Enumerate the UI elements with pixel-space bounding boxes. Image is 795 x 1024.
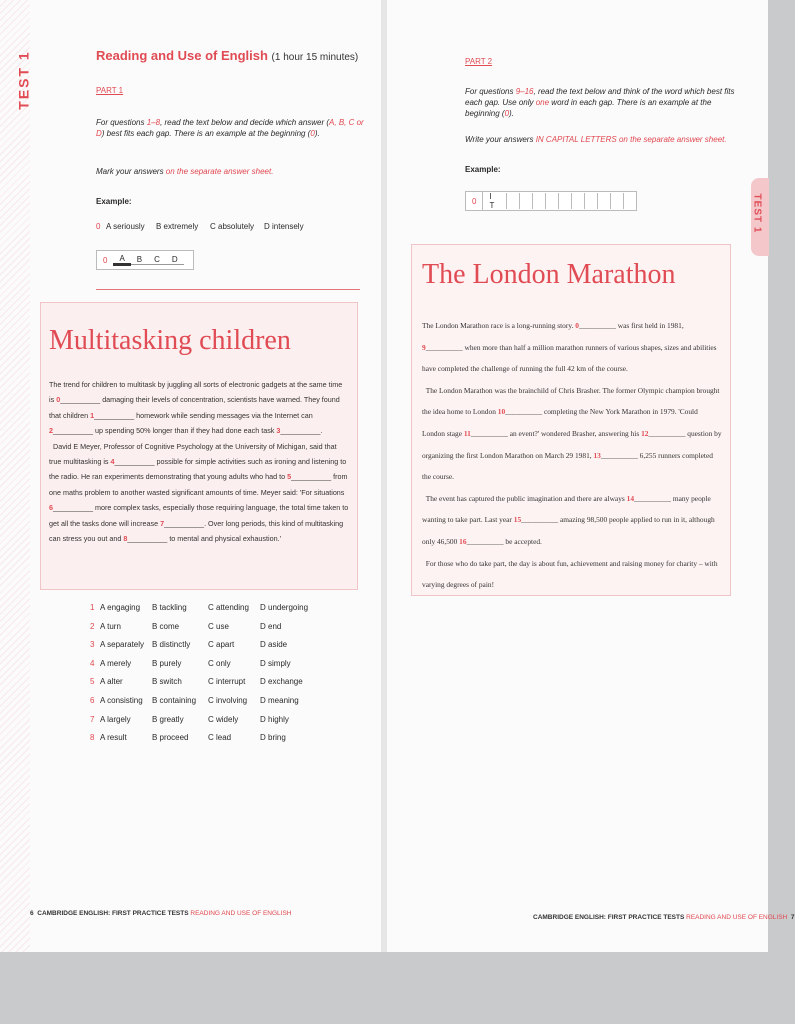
part-label: PART 1 — [96, 86, 124, 95]
instr-text: For questions — [96, 118, 147, 127]
instr-range: 9–16 — [515, 87, 534, 96]
left-margin-strip — [0, 0, 30, 952]
mark-text: Mark your answers — [96, 167, 166, 176]
write-text: Write your answers — [465, 135, 536, 144]
example-c: C absolutely — [210, 222, 255, 231]
option-a: A largely — [100, 714, 131, 724]
example-box-d: D — [166, 255, 184, 265]
side-tab-label: TEST 1 — [751, 193, 763, 234]
option-a: A engaging — [100, 603, 141, 612]
answer-cell — [623, 193, 636, 209]
example-options — [96, 221, 304, 232]
right-footer — [533, 914, 795, 921]
mark-red: on the separate answer sheet. — [165, 167, 274, 176]
gap-number: 12 — [641, 428, 649, 438]
option-number: 6 — [90, 695, 95, 705]
option-d: D highly — [260, 714, 289, 724]
test-side-tab — [751, 178, 769, 256]
option-b: B greatly — [152, 714, 184, 724]
instr-text: , read the text below and think of the word which best fits each gap. Use only — [465, 87, 735, 107]
option-a: A alter — [100, 677, 123, 687]
option-number: 5 — [90, 677, 95, 687]
part2-instructions — [465, 86, 735, 119]
gap-number: 5 — [287, 472, 292, 482]
passage-span: David E Meyer, Professor of Cognitive Psychology at the University of Michigan, said that true multitasking is — [49, 441, 337, 467]
mark-instructions — [96, 166, 273, 177]
instr-zero: 0 — [310, 129, 315, 138]
gap-number: 7 — [160, 518, 165, 528]
example-box-a: A — [113, 254, 130, 266]
option-b: B containing — [152, 695, 197, 705]
example-label: Example: — [96, 197, 132, 206]
option-c: C widely — [208, 714, 239, 724]
option-b: B purely — [152, 658, 182, 668]
example-answer-grid — [465, 191, 637, 211]
right-page — [387, 0, 795, 952]
section-title: Reading and Use of English — [96, 48, 268, 63]
example-answer-box — [96, 250, 194, 270]
option-c: C involving — [208, 695, 248, 705]
option-number: 8 — [90, 733, 95, 743]
passage-span: an event?' wondered Brasher, answering his — [509, 428, 640, 438]
option-c: C only — [208, 658, 231, 668]
passage-span: 6,255 runners completed the course. — [422, 450, 713, 482]
gap-number: 13 — [593, 450, 601, 460]
passage-span: The event has captured the public imagination and there are always — [425, 493, 625, 503]
passage-span: . Over long periods, this kind of multitasking can stress you out and — [49, 518, 344, 544]
passage-text: The London Marathon race is a long-running story. 0__________ was first held in 1981, 9__________ when more than half a million marathon runners of various shapes, sizes and abilities have completed the challenge of running the full 42 km of the course. The London Marathon was the brainchild of Chris Brasher. The former Olympic champion brought the idea home to London 10__________ completing the New York Marathon in 1979. 'Could London stage 11__________ an event?' wondered Brasher, answering his 12__________ question by organizing the first London Marathon on March 29 1981, 13__________ 6,255 runners completed the course. The event has captured the public imagination and there are always 14__________ many people wanting to take part. Last year 15__________ amazing 98,500 people applied to run in it, although only 46,500 16__________ be accepted. For those who do take part, the day is about fun, achievement and raising money for charity – with varying degrees of pain! — [422, 321, 722, 590]
passage-span: damaging their levels of concentration, scientists have warned. They found that children — [49, 395, 340, 420]
passage-text: The trend for children to multitask by juggling all sorts of electronic gadgets at the same time is 0__________ damaging their levels of concentration, scientists have warned. They found that children 1__________ homework while sending messages via the Internet can 2__________ up spending 50% longer than if they had done each task 3__________. David E Meyer, Professor of Cognitive Psychology at the University of Michigan, said that true multitasking is 4__________ possible for simple activities such as ironing and listening to the radio. He ran experiments demonstrating that young adults who had to 5__________ from one maths problem to another wasted significant amounts of time. Meyer said: 'For situations 6__________ more complex tasks, especially those requiring language, the total time taken to get all the tasks done will increase 7__________. Over long periods, this kind of multitasking can stress you out and 8__________ to mental and physical exhaustion.' — [49, 380, 349, 544]
gap-number: 11 — [463, 428, 471, 438]
footer-title: CAMBRIDGE ENGLISH: FIRST PRACTICE TESTS — [533, 914, 685, 921]
option-b: B distinctly — [152, 640, 191, 650]
example-box-num: 0 — [103, 255, 108, 265]
example-d: D intensely — [264, 222, 304, 231]
passage-span: homework while sending messages via the Internet can — [136, 410, 313, 420]
section-time: (1 hour 15 minutes) — [271, 52, 359, 63]
example-answer: I T — [482, 192, 506, 210]
gap-number: 9 — [422, 342, 426, 352]
passage-span: from one maths problem to another wasted significant amounts of time. Meyer said: 'For situations — [49, 472, 348, 497]
option-d: D bring — [260, 733, 286, 743]
option-b: B come — [152, 621, 180, 631]
instr-text: ). — [314, 129, 320, 138]
passage-box — [40, 302, 358, 590]
example-b: B extremely — [156, 222, 199, 231]
instr-text: ) best fits each gap. There is an example at the beginning ( — [101, 129, 311, 138]
instr-zero: 0 — [504, 109, 510, 118]
passage-span: possible for simple activities such as ironing and listening to the radio. He ran experiments demonstrating that young adults who had to — [49, 457, 347, 482]
gap-number: 14 — [626, 493, 635, 503]
gap-number: 2 — [49, 426, 53, 436]
gap-number: 1 — [90, 410, 95, 420]
instr-text: , read the text below and decide which answer ( — [160, 118, 330, 127]
gap-number: 8 — [123, 534, 128, 544]
option-c: C apart — [208, 640, 235, 650]
gap-number: 0 — [575, 321, 579, 330]
passage-span: up spending 50% longer than if they had done each task — [94, 426, 275, 436]
passage-span: be accepted. — [505, 536, 542, 546]
example-num: 0 — [96, 222, 101, 231]
passage-title: The London Marathon — [422, 259, 676, 290]
instr-range: 1–8 — [146, 118, 161, 127]
write-red: IN CAPITAL LETTERS on the separate answer sheet. — [535, 135, 727, 144]
example-box-b: B — [131, 255, 148, 265]
option-a: A result — [100, 733, 127, 743]
option-c: C use — [208, 621, 229, 631]
test-side-tab: TEST 1 — [15, 50, 32, 110]
passage-span: many people wanting to take part. Last year — [422, 493, 711, 525]
passage-span: For those who do take part, the day is about fun, achievement and raising money for charity – with varying degrees of pain! — [422, 558, 718, 590]
example-box-c: C — [148, 255, 166, 265]
option-c: C attending — [208, 603, 249, 612]
gap-number: 10 — [497, 407, 506, 417]
option-d: D end — [260, 621, 282, 631]
answer-cell — [558, 193, 571, 209]
option-number: 4 — [90, 658, 95, 668]
gap-number: 3 — [276, 426, 281, 436]
instr-one: one — [535, 98, 550, 107]
example-label: Example: — [465, 165, 501, 174]
gap-number: 6 — [49, 503, 53, 513]
option-number: 2 — [90, 621, 95, 631]
part-label: PART 2 — [465, 57, 493, 66]
option-c: C lead — [208, 733, 232, 743]
part1-instructions — [96, 117, 366, 139]
answer-cell — [545, 193, 558, 209]
passage-span: amazing 98,500 people applied to run in it, although only 46,500 — [422, 515, 715, 546]
option-d: D undergoing — [260, 603, 309, 612]
answer-cell — [571, 193, 584, 209]
answer-cell — [610, 193, 623, 209]
option-a: A turn — [100, 621, 121, 631]
instr-text: ). — [509, 109, 514, 118]
option-b: B proceed — [152, 733, 189, 743]
footer-section: READING AND USE OF ENGLISH — [686, 914, 788, 921]
option-d: D aside — [260, 640, 288, 650]
passage-span: when more than half a million marathon runners of various shapes, sizes and abilities have completed the challenge of running the full 42 km of the course. — [422, 342, 717, 374]
passage-span: more complex tasks, especially those requiring language, the total time taken to get all the tasks done will increase — [49, 503, 349, 528]
footer-page-number: 7 — [790, 914, 795, 921]
answer-cell — [532, 193, 545, 209]
answer-cell — [506, 193, 519, 209]
passage-span: question by organizing the first London Marathon on March 29 1981, — [422, 428, 722, 460]
divider — [96, 289, 360, 290]
passage-span: The London Marathon race is a long-running story. — [422, 321, 574, 330]
answer-cell — [519, 193, 532, 209]
section-heading — [96, 50, 358, 63]
option-d: D meaning — [260, 695, 299, 705]
answer-cell — [597, 193, 610, 209]
option-a: A merely — [100, 658, 132, 668]
option-b: B tackling — [152, 603, 187, 612]
left-footer — [30, 910, 292, 917]
left-page — [0, 0, 381, 952]
instr-text: word in each gap. There is an example at the beginning ( — [465, 98, 712, 118]
gap-number: 15 — [513, 515, 522, 525]
option-c: C interrupt — [208, 677, 246, 687]
passage-span: The trend for children to multitask by juggling all sorts of electronic gadgets at the same time is — [49, 380, 343, 405]
footer-section: READING AND USE OF ENGLISH — [190, 910, 292, 917]
passage-span: The London Marathon was the brainchild of Chris Brasher. The former Olympic champion brought the idea home to London — [422, 385, 720, 417]
footer-page-number: 6 — [30, 910, 34, 917]
instr-text: For questions — [465, 87, 516, 96]
footer-title: CAMBRIDGE ENGLISH: FIRST PRACTICE TESTS — [37, 910, 189, 917]
passage-span: to mental and physical exhaustion.' — [169, 534, 281, 544]
example-a: A seriously — [106, 222, 145, 231]
instr-letters: A, B, C or D — [96, 118, 364, 138]
option-number: 3 — [90, 640, 95, 650]
option-number: 7 — [90, 714, 95, 724]
passage-title: Multitasking children — [49, 325, 291, 356]
option-a: A consisting — [100, 695, 143, 705]
gap-number: 4 — [110, 457, 115, 467]
answer-cell — [584, 193, 597, 209]
gap-number: 0 — [56, 395, 61, 405]
example-num: 0 — [472, 196, 477, 206]
option-d: D exchange — [260, 677, 303, 687]
passage-span: was first held in 1981, — [617, 321, 684, 330]
passage-box — [411, 244, 731, 596]
option-d: D simply — [260, 658, 291, 668]
option-b: B switch — [152, 677, 182, 687]
option-number: 1 — [90, 603, 95, 612]
option-a: A separately — [100, 640, 145, 650]
gap-number: 16 — [459, 536, 467, 546]
passage-span: completing the New York Marathon in 1979. 'Could London stage — [422, 407, 698, 438]
write-instructions — [465, 134, 727, 145]
